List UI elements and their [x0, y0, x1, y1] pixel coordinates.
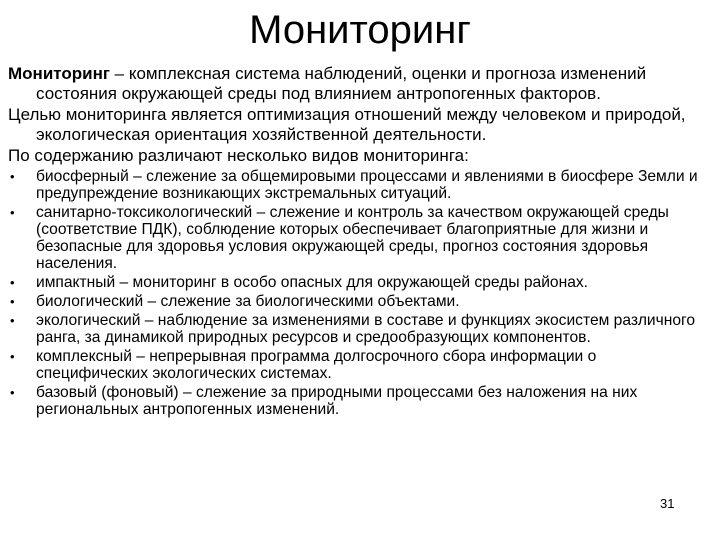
- bullet-icon: •: [10, 313, 15, 328]
- bullet-icon: •: [10, 349, 15, 364]
- list-item-text: экологический – наблюдение за изменениями в составе и функциях экосистем различного ранга, за динамикой природных ресурсов и средообразующих компонентов.: [36, 312, 696, 346]
- list-item-text: импактный – мониторинг в особо опасных для окружающей среды районах.: [36, 274, 589, 291]
- slide-title: Мониторинг: [249, 8, 471, 52]
- list-item-text: санитарно-токсикологический – слежение и контроль за качеством окружающей среды (соответствие ПДК), соблюдение которых обеспечивает благоприятные для жизни и безопасные для здоровья условия окружающей среды, прогноз состояния здоровья населения.: [36, 204, 669, 272]
- list-item: [8, 168, 712, 202]
- definition-term: Мониторинг: [8, 64, 110, 83]
- list-item: [8, 384, 712, 418]
- list-item: [8, 312, 712, 346]
- definition-paragraph: [8, 64, 712, 104]
- bullet-icon: •: [10, 169, 15, 184]
- slide-body: [8, 64, 712, 420]
- page-number: 31: [660, 496, 675, 511]
- list-item: [8, 348, 712, 382]
- monitoring-types-list: [8, 168, 712, 418]
- definition-text: – комплексная система наблюдений, оценки и прогноза изменений состояния окружающей среды под влиянием антропогенных факторов.: [36, 64, 647, 103]
- list-item: [8, 274, 712, 291]
- bullet-icon: •: [10, 385, 15, 400]
- list-item: [8, 293, 712, 310]
- list-item-text: биологический – слежение за биологическими объектами.: [36, 293, 460, 310]
- list-item-text: биосферный – слежение за общемировыми процессами и явлениями в биосфере Земли и предупреждение возникающих экстремальных ситуаций.: [36, 168, 698, 202]
- bullet-icon: •: [10, 294, 15, 309]
- list-item-text: базовый (фоновый) – слежение за природными процессами без наложения на них региональных антропогенных изменений.: [36, 384, 638, 418]
- list-item: [8, 204, 712, 272]
- types-intro: По содержанию различают несколько видов мониторинга:: [8, 146, 469, 165]
- bullet-icon: •: [10, 275, 15, 290]
- list-item-text: комплексный – непрерывная программа долгосрочного сбора информации о специфических экологических системах.: [36, 348, 597, 382]
- bullet-icon: •: [10, 205, 15, 220]
- goal-paragraph: Целью мониторинга является оптимизация отношений между человеком и природой, экологическая ориентация хозяйственной деятельности.: [8, 105, 686, 144]
